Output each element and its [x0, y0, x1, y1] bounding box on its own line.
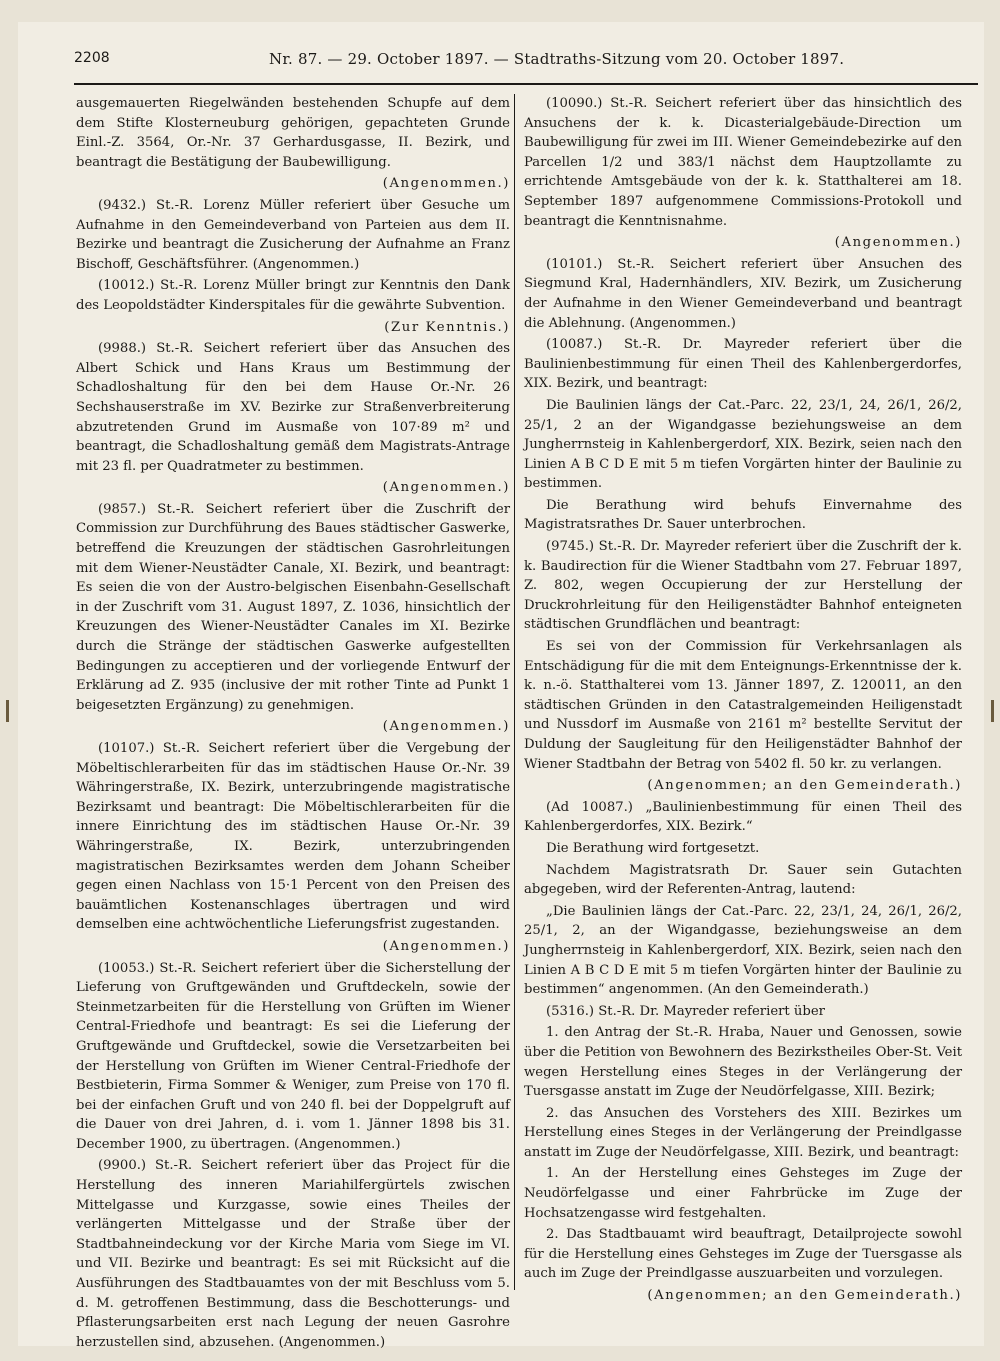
result-note: (Angenommen.): [834, 235, 962, 251]
paragraph: (9857.) St.-R. Seichert referiert über die Zuschrift der Commission zur Durchführung des Baues städtischer Gaswerke, betreffend die Kreuzungen der städtischen Gasrohrleitungen mit dem Wiener-Neustädter Canale, XI. Bezirk, und beantragt: Es seien die von der Austro-belgischen Eisenbahn-Gesellschaft in der Zuschrift vom 31. August 1897, Z. 1036, hinsichtlich der Kreuzungen des Wiener-Neustädter Canales im XI. Bezirke durch die Stränge der städtischen Gaswerke aufgestellten Bedingungen zu acceptieren und der vorliegende Entwurf der Erklärung ad Z. 935 (inclusive der mit rother Tinte ad Punkt 1 beigesetzten Ergänzung) zu genehmigen.: [76, 501, 510, 713]
result-note: (Angenommen.): [382, 938, 510, 954]
result-note: (Angenommen; an den Gemeinderath.): [647, 1288, 962, 1304]
paragraph: Die Berathung wird fortgesetzt.: [546, 840, 760, 856]
paragraph: „Die Baulinien längs der Cat.-Parc. 22, 23/1, 24, 26/1, 26/2, 25/1, 2, an der Wigandgasse, beziehungsweise an dem Jungherrnsteig in Kahlenbergerdorf, XIX. Bezirk, seien nach den Linien A B C D E mit 5 m tiefen Vorgärten hinter der Baulinie zu bestimmen“ angenommen. (An den Gemeinderath.): [524, 903, 962, 998]
paragraph: (5316.) St.-R. Dr. Mayreder referiert über: [546, 1003, 825, 1019]
result-note: (Angenommen.): [382, 719, 510, 735]
binding-mark: [6, 700, 9, 722]
result-note: (Angenommen; an den Gemeinderath.): [647, 778, 962, 794]
paragraph: Die Berathung wird behufs Einvernahme des Magistratsrathes Dr. Sauer unterbrochen.: [524, 497, 962, 533]
paragraph: (10087.) St.-R. Dr. Mayreder referiert über die Baulinienbestimmung für einen Theil des Kahlenbergerdorfes, XIX. Bezirk, und beantragt:: [524, 337, 962, 392]
paragraph: Es sei von der Commission für Verkehrsanlagen als Entschädigung für die mit dem Enteignungs-Erkenntnisse der k. k. n.-ö. Statthalterei vom 13. Jänner 1897, Z. 120011, an den städtischen Gründen in den Catastralgemeinden Heiligenstadt und Nussdorf im Ausmaße von 2161 m² bestellte Servitut der Duldung der Saugleitung für den Heiligenstädter Bahnhof der Wiener Stadtbahn der Betrag von 5402 fl. 50 kr. zu verlangen.: [524, 639, 962, 772]
paragraph: (10101.) St.-R. Seichert referiert über Ansuchen des Siegmund Kral, Hadernhändlers, XIV. Bezirk, um Zusicherung der Aufnahme in den Wiener Gemeindeverband und beantragt die Ablehnung. (Angenommen.): [524, 256, 962, 331]
result-note: (Zur Kenntnis.): [384, 319, 510, 335]
page-header: [74, 50, 845, 74]
newspaper-page: [18, 22, 984, 1350]
paragraph: (9745.) St.-R. Dr. Mayreder referiert über die Zuschrift der k. k. Baudirection für die Wiener Stadtbahn vom 27. Februar 1897, Z. 802, wegen Occupierung der zur Herstellung der Druckrohrleitung für den Heiligenstädter Bahnhof enteigneten städtischen Grundflächen und beantragt:: [524, 539, 962, 633]
left-column: [76, 94, 510, 1350]
paragraph: 1. den Antrag der St.-R. Hraba, Nauer und Genossen, sowie über die Petition von Bewohnern des Bezirkstheiles Ober-St. Veit wegen Herstellung eines Steges in der Verlängerung der Tuersgasse anstatt im Zuge der Neudörfelgasse, XIII. Bezirk;: [524, 1025, 962, 1100]
paragraph: (10012.) St.-R. Lorenz Müller bringt zur Kenntnis den Dank des Leopoldstädter Kinderspitales für die gewährte Subvention.: [76, 278, 510, 313]
paragraph: (10107.) St.-R. Seichert referiert über die Vergebung der Möbeltischlerarbeiten für das im städtischen Hause Or.-Nr. 39 Währingerstraße, IX. Bezirk, unterzubringende magistratische Bezirksamt und beantragt: Die Möbeltischlerarbeiten für die innere Einrichtung des im städtischen Hause Or.-Nr. 39 Währingerstraße, IX. Bezirk, unterzubringenden magistratischen Bezirksamtes werden dem Johann Scheiber gegen einen Nachlass von 15·1 Percent von den Preisen des bauämtlichen Kostenanschlages übertragen und wird demselben eine achtwöchentliche Lieferungsfrist zugestanden.: [76, 741, 510, 933]
paragraph: 1. An der Herstellung eines Gehsteges im Zuge der Neudörfelgasse und einer Fahrbrücke im Zuge der Hochsatzengasse wird festgehalten.: [524, 1166, 962, 1221]
result-note: (Angenommen.): [382, 480, 510, 496]
binding-mark: [991, 700, 994, 722]
right-column: [524, 94, 962, 1304]
header-rule: [74, 83, 978, 85]
paragraph: ausgemauerten Riegelwänden bestehenden Schupfe auf dem dem Stifte Klosterneuburg gehörigen, gepachteten Grunde Einl.-Z. 3564, Or.-Nr. 37 Gerhardusgasse, II. Bezirk, und beantragt die Bestätigung der Baubewilligung.: [76, 96, 510, 170]
header-title: Nr. 87. — 29. October 1897. — Stadtraths-Sitzung vom 20. October 1897.: [269, 50, 845, 68]
paragraph: Nachdem Magistratsrath Dr. Sauer sein Gutachten abgegeben, wird der Referenten-Antrag, lautend:: [524, 862, 962, 898]
paragraph: (9432.) St.-R. Lorenz Müller referiert über Gesuche um Aufnahme in den Gemeindeverband von Parteien aus dem II. Bezirke und beantragt die Zusicherung der Aufnahme an Franz Bischoff, Geschäftsführer. (Angenommen.): [76, 197, 510, 272]
page-number: 2208: [74, 50, 110, 66]
paragraph: (9900.) St.-R. Seichert referiert über das Project für die Herstellung des inneren Mariahilfergürtels zwischen Mittelgasse und Kurzgasse, sowie eines Theiles der verlängerten Mittelgasse und der Straße über der Stadtbahneindeckung vor der Kirche Maria vom Siege im VI. und VII. Bezirke und beantragt: Es sei mit Rücksicht auf die Ausführungen des Stadtbauamtes von der mit Beschluss vom 5. d. M. getroffenen Bestimmung, dass die Beschotterungs- und Pflasterungsarbeiten erst nach Legung der neuen Gasrohre herzustellen sind, abzusehen. (Angenommen.): [76, 1158, 510, 1350]
paragraph: (9988.) St.-R. Seichert referiert über das Ansuchen des Albert Schick und Hans Kraus um Bestimmung der Schadloshaltung für den bei dem Hause Or.-Nr. 26 Sechshauserstraße im XV. Bezirke zur Straßenverbreiterung abzutretenden Grund im Ausmaße von 107·89 m² und beantragt, die Schadloshaltung gemäß dem Magistrats-Antrage mit 23 fl. per Quadratmeter zu bestimmen.: [76, 341, 510, 474]
paragraph: 2. das Ansuchen des Vorstehers des XIII. Bezirkes um Herstellung eines Steges in der Verlängerung der Preindlgasse anstatt im Zuge der Neudörfelgasse, XIII. Bezirk, und beantragt:: [524, 1105, 962, 1160]
paragraph: (Ad 10087.) „Baulinienbestimmung für einen Theil des Kahlenbergerdorfes, XIX. Bezirk.“: [524, 799, 962, 835]
result-note: (Angenommen.): [382, 176, 510, 192]
paragraph: (10090.) St.-R. Seichert referiert über das hinsichtlich des Ansuchens der k. k. Dicasterialgebäude-Direction um Baubewilligung für zwei im III. Wiener Gemeindebezirke auf den Parcellen 1/2 und 383/1 nächst dem Hauptzollamte zu errichtende Amtsgebäude von der k. k. Statthalterei am 18. September 1897 aufgenommene Commissions-Protokoll und beantragt die Kenntnisnahme.: [524, 96, 962, 229]
paragraph: 2. Das Stadtbauamt wird beauftragt, Detailprojecte sowohl für die Herstellung eines Gehsteges im Zuge der Tuersgasse als auch im Zuge der Preindlgasse auszuarbeiten und vorzulegen.: [524, 1227, 962, 1282]
paragraph: (10053.) St.-R. Seichert referiert über die Sicherstellung der Lieferung von Gruftgewänden und Gruftdeckeln, sowie der Steinmetzarbeiten für die Herstellung von Grüften im Wiener Central-Friedhofe und beantragt: Es sei die Lieferung der Gruftgewände und Gruftdeckel, sowie die Versetzarbeiten bei der Herstellung von Grüften im Wiener Central-Friedhofe der Bestbieterin, Firma Sommer & Weniger, zum Preise von 170 fl. bei der einfachen Gruft und von 240 fl. bei der Doppelgruft auf die Dauer von drei Jahren, d. i. vom 1. Jänner 1898 bis 31. December 1900, zu übertragen. (Angenommen.): [76, 960, 510, 1152]
column-divider: [514, 94, 515, 1290]
paragraph: Die Baulinien längs der Cat.-Parc. 22, 23/1, 24, 26/1, 26/2, 25/1, 2 an der Wigandgasse beziehungsweise an dem Jungherrnsteig in Kahlenbergerdorf, XIX. Bezirk, seien nach den Linien A B C D E mit 5 m tiefen Vorgärten hinter der Baulinie zu bestimmen.: [524, 397, 962, 492]
